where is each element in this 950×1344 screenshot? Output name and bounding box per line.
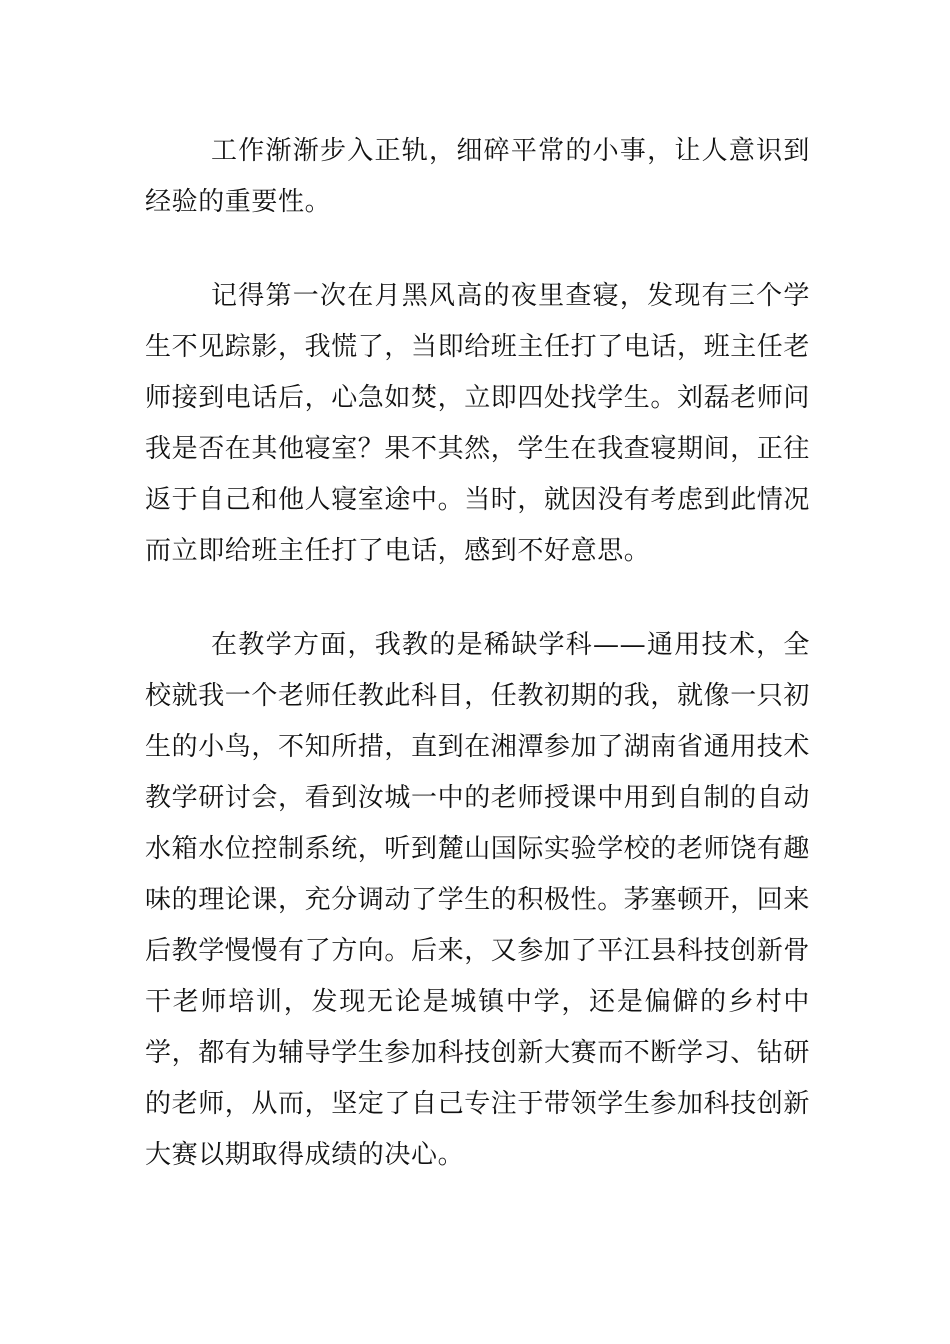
paragraph-dorm-check: 记得第一次在月黑风高的夜里查寝，发现有三个学生不见踪影，我慌了，当即给班主任打了电话，班主任老师接到电话后，心急如焚，立即四处找学生。刘磊老师问我是否在其他寝室？果不其然，学生在我查寝期间，正往返于自己和他人寝室途中。当时，就因没有考虑到此情况而立即给班主任打了电话，感到不好意思。 xyxy=(145,281,811,566)
paragraph-work-experience: 工作渐渐步入正轨，细碎平常的小事，让人意识到经验的重要性。 xyxy=(145,136,810,217)
paragraph-teaching: 在教学方面，我教的是稀缺学科——通用技术，全校就我一个老师任教此科目，任教初期的我，就像一只初生的小鸟，不知所措，直到在湘潭参加了湖南省通用技术教学研讨会，看到汝城一中的老师授课中用到自制的自动水箱水位控制系统，听到麓山国际实验学校的老师饶有趣味的理论课，充分调动了学生的积极性。茅塞顿开，回来后教学慢慢有了方向。后来，又参加了平江县科技创新骨干老师培训，发现无论是城镇中学，还是偏僻的乡村中学，都有为辅导学生参加科技创新大赛而不断学习、钻研的老师，从而，坚定了自己专注于带领学生参加科技创新大赛以期取得成绩的决心。 xyxy=(145,630,811,1170)
document-body xyxy=(145,126,810,1181)
